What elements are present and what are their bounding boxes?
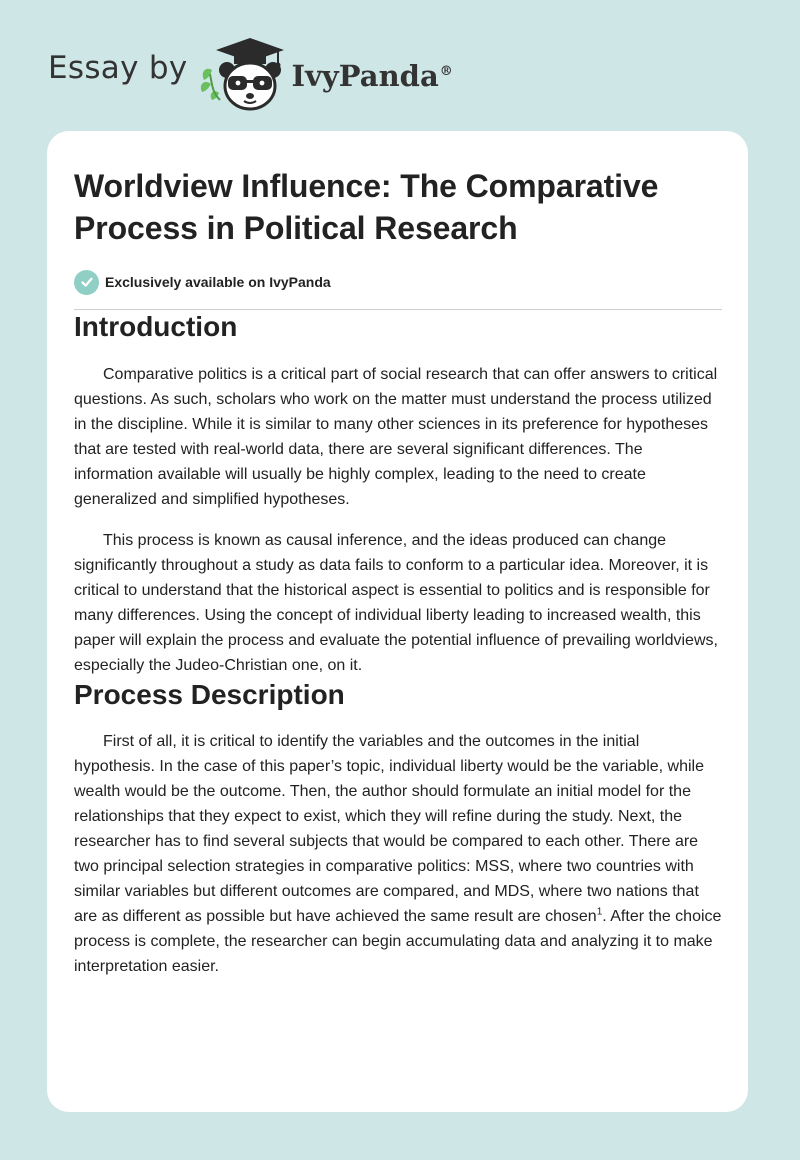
section-heading-process-description: Process Description — [74, 679, 345, 710]
paragraph-text: First of all, it is critical to identify the variables and the outcomes in the initial hypothesis. In the case of this paper’s topic, individual liberty would be the variable, while wealth would be the outcome. Then, the author should formulate an initial model for the relationships that they expect to exist, which they will refine during the study. Next, the researcher has to find several subjects that would be compared to each other. There are two principal selection strategies in comparative politics: MSS, where two countries with similar variables but different outcomes are compared, and MDS, where two nations that are as different as possible but have achieved the same result are chosen — [74, 733, 704, 925]
brand-prefix: Essay by — [48, 50, 188, 86]
exclusive-badge — [74, 268, 722, 296]
section-heading-introduction: Introduction — [74, 311, 238, 342]
registered-mark: ® — [439, 64, 453, 80]
brand-name: IvyPanda® — [291, 59, 453, 93]
panda-graduate-icon — [198, 34, 290, 114]
paragraph-text: . After the choice process is complete, the researcher can begin accumulating data and analyzing it to make interpretation easier. — [74, 908, 722, 975]
essay-card — [47, 131, 748, 1112]
exclusive-label: Exclusively available on IvyPanda — [105, 274, 331, 290]
check-icon — [74, 270, 99, 295]
paragraph: Comparative politics is a critical part of social research that can offer answers to critical questions. As such, scholars who work on the matter must understand the process utilized in the discipline. While it is similar to many other sciences in its preference for hypotheses that are tested with real-world data, there are several significant differences. The information available will usually be highly complex, leading to the need to create generalized and simplified hypotheses. — [74, 366, 718, 508]
paragraph — [74, 729, 722, 979]
page-title: Worldview Influence: The Comparative Process in Political Research — [74, 168, 659, 246]
footnote-link[interactable]: 1 — [596, 906, 603, 918]
brand-header[interactable] — [48, 34, 453, 114]
paragraph: This process is known as causal inference, and the ideas produced can change significantly throughout a study as data fails to conform to a particular idea. Moreover, it is critical to understand that the historical aspect is essential to politics and is responsible for many differences. Using the concept of individual liberty leading to increased wealth, this paper will explain the process and evaluate the potential influence of prevailing worldviews, especially the Judeo-Christian one, on it. — [74, 532, 718, 674]
